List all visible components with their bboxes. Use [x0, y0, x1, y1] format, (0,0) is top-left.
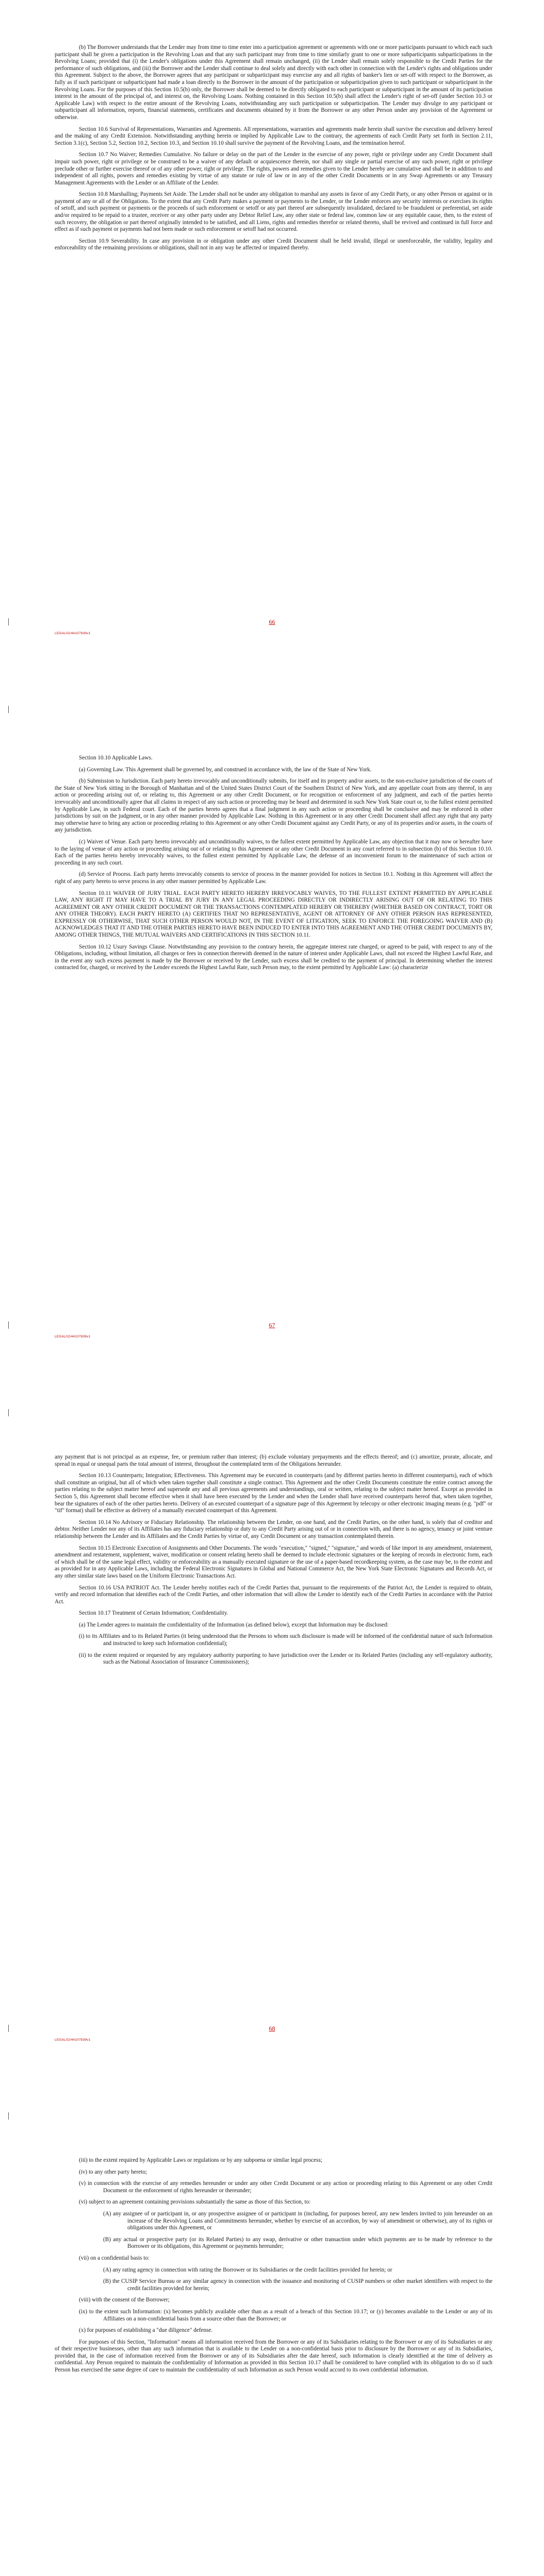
clause-vi: (vi) subject to an agreement containing provisions substantially the same as those of this Section, to: [79, 2199, 311, 2206]
section-10-16: Section 10.16 USA PATRIOT Act. The Lender hereby notifies each of the Credit Parties that, pursuant to the requirements of the Patriot Act, the Lender is required to obtain, verify and record information that identifies each of the Credit Parties, and other information that will allow the Lender to identify each of the Credit Parties in accordance with the Patriot Act. [55, 1584, 492, 1605]
section-10-6: Section 10.6 Survival of Representations, Warranties and Agreements. All representations, warranties and agreements made herein shall survive the execution and delivery hereof and the making of any Credit Extension. Notwithstanding anything herein or implied by Applicable Law to the contrary, the agreements of each Credit Party set forth in Section 2.11, Section 3.1(c), Section 5.2, Section 10.2, Section 10.3, and Section 10.10 shall survive the payment of the Revolving Loans, and the termination hereof. [55, 126, 492, 146]
paragraph-10-10-b: (b) Submission to Jurisdiction. Each party hereto irrevocably and unconditionally submits, for itself and its property and/or assets, to the non-exclusive jurisdiction of the courts of the State of New York sitting in the Borough of Manhattan and of the United States District Court of the Southern District of New York, and any appellate court from any thereof, in any action or proceeding arising out of, or relating to, this Agreement or any other Credit Document, or for recognition or enforcement of any judgment, and each of the parties hereto irrevocably and unconditionally agree that all claims in respect of any such action or proceeding may be heard and determined in such New York State court or, to the fullest extent permitted by Applicable Law, in such Federal court. Each of the parties hereto agrees that a final judgment in any such action or proceeding shall be conclusive and may be enforced in other jurisdictions by suit on the judgment, or in any other manner provided by Applicable Law. Nothing in this Agreement or in any other Credit Document shall affect any right that any party may otherwise have to bring any action or proceeding relating to this Agreement or any other Credit Document against any Credit Party, or any of its properties and/or assets, in the courts of any jurisdiction. [55, 778, 492, 834]
section-10-17-heading: Section 10.17 Treatment of Certain Information; Confidentiality. [79, 1610, 228, 1617]
section-10-12: Section 10.12 Usury Savings Clause. Notwithstanding any provision to the contrary herein, the aggregate interest rate charged, or agreed to be paid, with respect to any of the Obligations, including, without limitation, all charges or fees in connection therewith deemed in the nature of interest under Applicable Laws, shall not exceed the Highest Lawful Rate, and in the event any such excess payment is made by the Borrower or received by the Lender, such excess shall be credited to the payment of principal. In determining whether the interest contracted for, charged, or received by the Lender exceeds the Highest Lawful Rate, such Person may, to the extent permitted by Applicable Law: (a) characterize [55, 943, 492, 971]
page-number: 66 [269, 618, 275, 625]
clause-ix: (ix) to the extent such Information: (x) becomes publicly available other than as a result of a breach of this Section 10.17; or (y) becomes available to the Lender or any of its Affiliates on a non-confidential basis from a source other than the Borrower; or [79, 2308, 492, 2322]
clause-ii: (ii) to the extent required or requested by any regulatory authority purporting to have jurisdiction over the Lender or its Related Parties (including any self-regulatory authority, such as the National Association of Insurance Commissioners); [79, 1652, 492, 1666]
section-10-13: Section 10.13 Counterparts; Integration; Effectiveness. This Agreement may be executed in counterparts (and by different parties hereto in different counterparts), each of which shall constitute an original, but all of which when taken together shall constitute a single contract. This Agreement and the other Credit Documents constitute the entire contract among the parties relating to the subject matter hereof and supersede any and all previous agreements and understandings, oral or written, relating to the subject matter hereof. Except as provided in Section 5, this Agreement shall become effective when it shall have been executed by the Lender and when the Lender shall have received counterparts hereof that, when taken together, bear the signatures of each of the other parties hereto. Delivery of an executed counterpart of a signature page of this Agreement by telecopy or other electronic imaging means (e.g. "pdf" or "tif" format) shall be effective as delivery of a manually executed counterpart of this Agreement. [55, 1472, 492, 1514]
section-10-10-heading: Section 10.10 Applicable Laws. [79, 755, 153, 761]
clause-iii: (iii) to the extent required by Applicable Laws or regulations or by any subpoena or similar legal process; [79, 2157, 322, 2163]
paragraph-10-10-a: (a) Governing Law. This Agreement shall be governed by, and construed in accordance with, the law of the State of New York. [79, 766, 372, 773]
section-10-9: Section 10.9 Severability. In case any provision in or obligation under any other Credit Document shall be held invalid, illegal or unenforceable, the validity, legality and enforceability of the remaining provisions or obligations, shall not in any way be affected or impaired thereby. [55, 238, 492, 251]
clause-v: (v) in connection with the exercise of any remedies hereunder or under any other Credit Document or any action or proceeding relating to this Agreement or any other Credit Document or the enforcement of rights hereunder or thereunder; [79, 2180, 492, 2194]
information-definition: For purposes of this Section, "Information" means all information received from the Borrower or any of its Subsidiaries relating to the Borrower or any of its Subsidiaries or any of their respective businesses, other than any such information that is available to the Lender on a non-confidential basis prior to disclosure by the Borrower or any of its Subsidiaries, provided that, in the case of information received from the Borrower or any of its Subsidiaries after the date hereof, such information is clearly identified at the time of delivery as confidential. Any Person required to maintain the confidentiality of Information as provided in this Section 10.17 shall be considered to have complied with its obligation to do so if such Person has exercised the same degree of care to maintain the confidentiality of such Information as such Person would accord to its own confidential information. [55, 2338, 492, 2374]
section-10-11: Section 10.11 WAIVER OF JURY TRIAL. EACH PARTY HERETO HEREBY IRREVOCABLY WAIVES, TO THE FULLEST EXTENT PERMITTED BY APPLICABLE LAW, ANY RIGHT IT MAY HAVE TO A TRIAL BY JURY IN ANY LEGAL PROCEEDING DIRECTLY OR INDIRECTLY ARISING OUT OF OR RELATING TO THIS AGREEMENT OR ANY OTHER CREDIT DOCUMENT OR THE TRANSACTIONS CONTEMPLATED HEREBY OR THEREBY (WHETHER BASED ON CONTRACT, TORT OR ANY OTHER THEORY). EACH PARTY HERETO (A) CERTIFIES THAT NO REPRESENTATIVE, AGENT OR ATTORNEY OF ANY OTHER PERSON HAS REPRESENTED, EXPRESSLY OR OTHERWISE, THAT SUCH OTHER PERSON WOULD NOT, IN THE EVENT OF LITIGATION, SEEK TO ENFORCE THE FOREGOING WAIVER AND (B) ACKNOWLEDGES THAT IT AND THE OTHER PARTIES HERETO HAVE BEEN INDUCED TO ENTER INTO THIS AGREEMENT AND THE OTHER CREDIT DOCUMENTS BY, AMONG OTHER THINGS, THE MUTUAL WAIVERS AND CERTIFICATIONS IN THIS SECTION 10.11. [55, 890, 492, 939]
paragraph-10-10-c: (c) Waiver of Venue. Each party hereto irrevocably and unconditionally waives, to the fullest extent permitted by Applicable Law, any objection that it may now or hereafter have to the laying of venue of any action or proceeding arising out of or relating to this Agreement or any other Credit Document in any court referred to in subsection (b) of this Section 10.10. Each of the parties hereto hereby irrevocably waives, to the fullest extent permitted by Applicable Law, the defense of an inconvenient forum to the maintenance of such action or proceeding in any such court. [55, 838, 492, 866]
page-number: 68 [269, 2025, 275, 2032]
clause-vii-b: (B) the CUSIP Service Bureau or any similar agency in connection with the issuance and monitoring of CUSIP numbers or other market identifiers with respect to the credit facilities provided for herein; [103, 2278, 492, 2292]
clause-vii-a: (A) any rating agency in connection with rating the Borrower or its Subsidiaries or the credit facilities provided for herein; or [103, 2266, 392, 2273]
section-10-8: Section 10.8 Marshalling; Payments Set Aside. The Lender shall not be under any obligation to marshal any assets in favor of any Credit Party, or any other Person or against or in payment of any or all of the Obligations. To the extent that any Credit Party makes a payment or payments to the Lender, or the Lender enforces any security interests or exercises its rights of setoff, and such payment or payments or the proceeds of such enforcement or setoff or any part thereof are subsequently invalidated, declared to be fraudulent or preferential, set aside and/or required to be repaid to a trustee, receiver or any other party under any Debtor Relief Law, any other state or federal law, common law or any equitable cause, then, to the extent of such recovery, the obligation or part thereof originally intended to be satisfied, and all Liens, rights and remedies therefor or related thereto, shall be revived and continued in full force and effect as if such payment or payments had not been made or such enforcement or setoff had not occurred. [55, 191, 492, 233]
paragraph-10-17-a: (a) The Lender agrees to maintain the confidentiality of the Information (as defined below), except that Information may be disclosed: [79, 1621, 389, 1628]
page-number: 67 [269, 1321, 275, 1329]
clause-i: (i) to its Affiliates and to its Related Parties (it being understood that the Persons to whom such disclosure is made will be informed of the confidential nature of such Information and instructed to keep such Information confidential); [79, 1633, 492, 1647]
clause-iv: (iv) to any other party hereto; [79, 2168, 147, 2175]
section-10-15: Section 10.15 Electronic Execution of Assignments and Other Documents. The words "execution," "signed," "signature," and words of like import in any amendment, restatement, amendment and restatement, supplement, waiver, modification or consent relating hereto shall be deemed to include electronic signatures or the keeping of records in electronic form, each of which shall be of the same legal effect, validity or enforceability as a manually executed signature or the use of a paper-based recordkeeping system, as the case may be, to the extent and as provided for in any Applicable Laws, including the Federal Electronic Signatures in Global and National Commerce Act, the New York State Electronic Signatures and Records Act, or any other similar state laws based on the Uniform Electronic Transactions Act. [55, 1545, 492, 1579]
section-10-14: Section 10.14 No Advisory or Fiduciary Relationship. The relationship between the Lender, on one hand, and the Credit Parties, on the other hand, is solely that of creditor and debtor. Neither Lender nor any of its Affiliates has any fiduciary relationship or duty to any Credit Party arising out of or in connection with, and there is no agency, tenancy or joint venture relationship between the Lender and its Affiliates and the Credit Parties by virtue of, any Credit Document or any transaction contemplated therein. [55, 1519, 492, 1539]
change-bar [8, 1409, 9, 1416]
document-id: LEGAL02/44107839v1 [55, 1335, 91, 1338]
clause-viii: (viii) with the consent of the Borrower; [79, 2297, 170, 2303]
clause-vii: (vii) on a confidential basis to: [79, 2255, 150, 2261]
document-id: LEGAL02/44107839v1 [55, 2038, 91, 2042]
clause-vi-b: (B) any actual or prospective party (or its Related Parties) to any swap, derivative or other transaction under which payments are to be made by reference to the Borrower or its obligations, this Agreement or payments hereunder; [103, 2236, 492, 2250]
paragraph-10-10-d: (d) Service of Process. Each party hereto irrevocably consents to service of process in the manner provided for notices in Section 10.1. Nothing in this Agreement will affect the right of any party hereto to serve process in any other manner permitted by Applicable Law. [55, 871, 492, 885]
change-bar [8, 2112, 9, 2120]
document-id: LEGAL02/44107839v1 [55, 632, 91, 635]
document-page-67 [0, 703, 544, 1406]
document-page-69 [0, 2110, 544, 2576]
document-page-66 [0, 0, 544, 703]
change-bar [8, 706, 9, 713]
clause-vi-a: (A) any assignee of or participant in, or any prospective assignee of or participant in (including, for purposes hereof, any new lenders invited to join hereunder on an increase of the Revolving Loans and Commitments hereunder, whether by exercise of an accordion, by way of amendment or otherwise), any of its rights or obligations under this Agreement, or [103, 2210, 492, 2231]
paragraph-10-5-b: (b) The Borrower understands that the Lender may from time to time enter into a participation agreement or agreements with one or more participants pursuant to which each such participant shall be given a participation in the Revolving Loan and that any such participant may from time to time similarly grant to one or more subparticipants subparticipations in the Revolving Loans; provided that (i) the Lender's obligations under this Agreement shall remain unchanged, (ii) the Lender shall remain solely responsible to the Credit Parties for the performance of such obligations, and (iii) the Borrower and the Lender shall continue to deal solely and directly with each other in connection with the Lender's rights and obligations under this Agreement. Subject to the above, the Borrower agrees that any participant or subparticipant may exercise any and all rights of banker's lien or set-off with respect to the Borrower, as fully as if such participant or subparticipant had made a loan directly to the Borrower in the amount of the participation or subparticipation given to such participant or subparticipant in the Revolving Loans. For the purposes of this Section 10.5(b) only, the Borrower shall be deemed to be directly obligated to each participant or subparticipant in the amount of its participation interest in the amount of the principal of, and interest on, the Revolving Loans. Nothing contained in this Section 10.5(b) shall affect the Lender's right of set-off (under Section 10.3 or Applicable Law) with respect to the entire amount of the Revolving Loans, notwithstanding any such participation or subparticipation. The Lender may divulge to any participant or subparticipant all information, reports, financial statements, certificates and documents obtained by it from the Borrower or any other Person under any provision of the Agreement or otherwise. [55, 44, 492, 121]
document-page-68 [0, 1406, 544, 2110]
section-10-7: Section 10.7 No Waiver; Remedies Cumulative. No failure or delay on the part of the Lender in the exercise of any power, right or privilege under any Credit Document shall impair such power, right or privilege or be construed to be a waiver of any default or acquiescence therein, nor shall any single or partial exercise of any such power, right or privilege preclude other or further exercise thereof or of any other power, right or privilege. The rights, powers and remedies given to the Lender hereby are cumulative and shall be in addition to and independent of all rights, powers and remedies existing by virtue of any statute or rule of law or in any of the other Credit Documents or in any Swap Agreements or any Treasury Management Agreements with the Lender or an Affiliate of the Lender. [55, 151, 492, 186]
clause-x: (x) for purposes of establishing a "due diligence" defense. [79, 2327, 213, 2334]
paragraph-continued: any payment that is not principal as an expense, fee, or premium rather than interest; (b) exclude voluntary prepayments and the effects thereof; and (c) amortize, prorate, allocate, and spread in equal or unequal parts the total amount of interest, throughout the contemplated term of the Obligations hereunder. [55, 1454, 492, 1467]
